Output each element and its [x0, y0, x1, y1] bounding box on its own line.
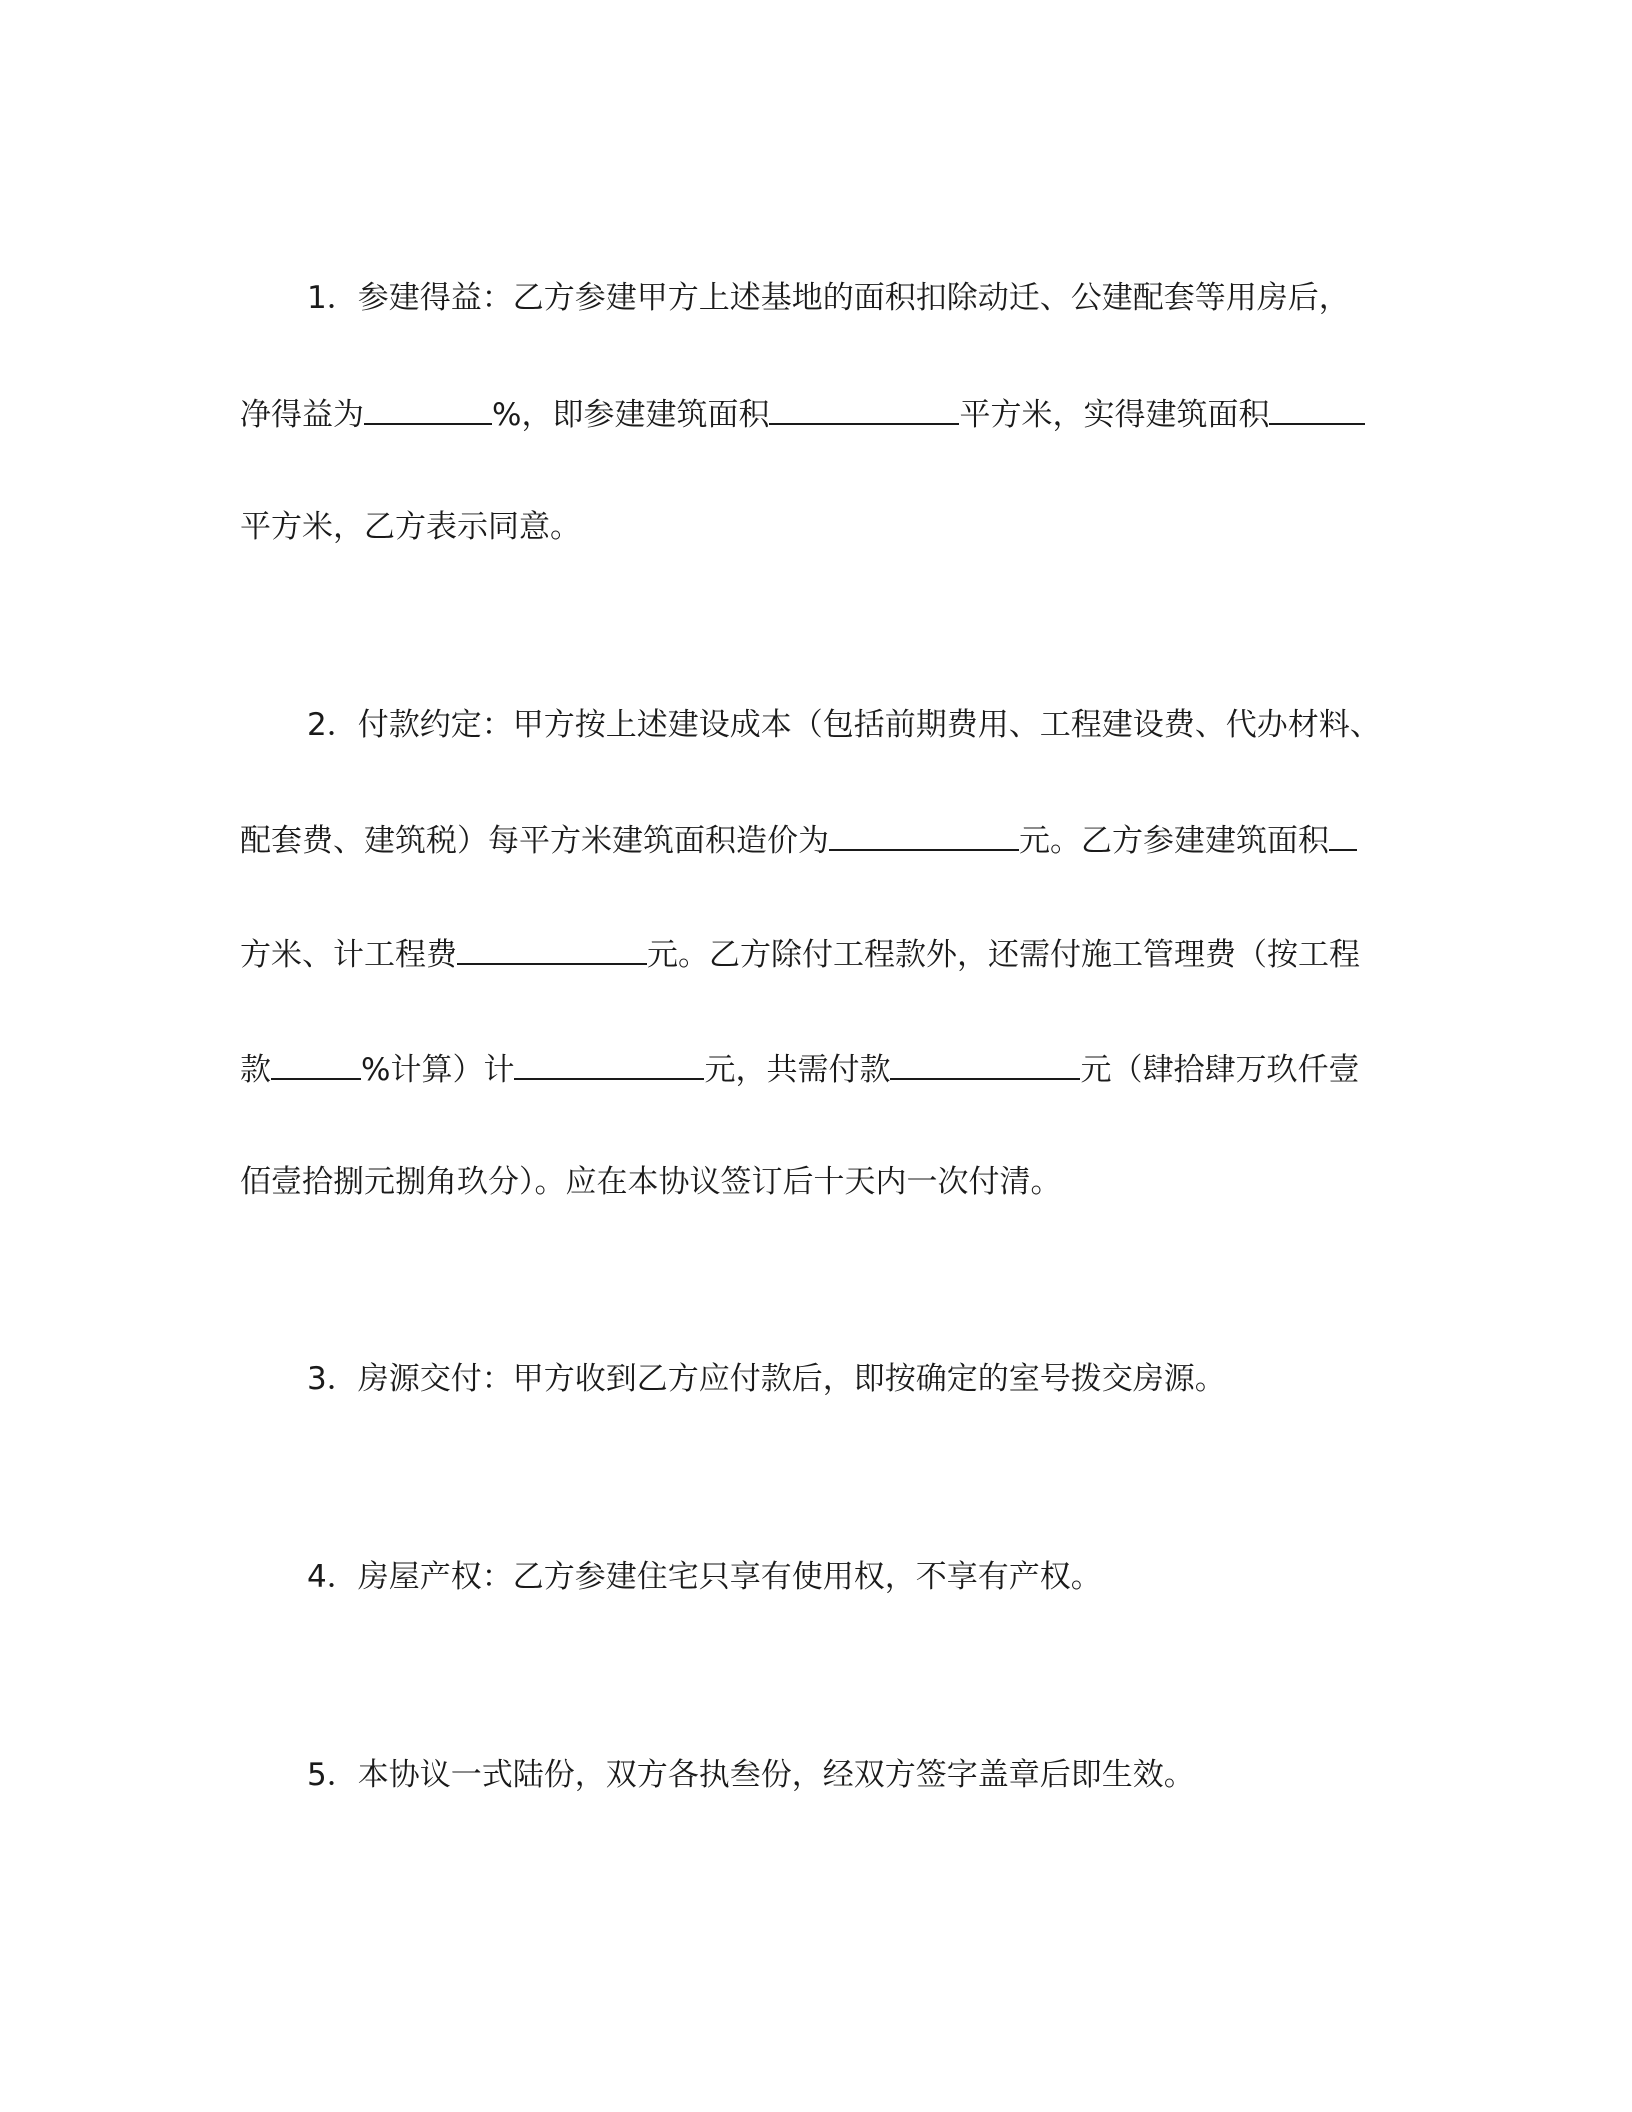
clause-5: 5．本协议一式陆份，双方各执叁份，经双方签字盖章后即生效。	[307, 1757, 1195, 1793]
actual-area-blank[interactable]	[1269, 393, 1365, 425]
clause-2-line-1: 2．付款约定：甲方按上述建设成本（包括前期费用、工程建设费、代办材料、	[307, 707, 1381, 743]
clause-1-text: 平方米，实得建筑面积	[959, 397, 1270, 433]
clause-2-text: 元。乙方参建建筑面积	[1019, 823, 1329, 859]
clause-2-line-3	[240, 933, 1360, 975]
clause-1-line-1: 1．参建得益：乙方参建甲方上述基地的面积扣除动迁、公建配套等用房后，	[307, 280, 1350, 316]
clause-1-line-3: 平方米，乙方表示同意。	[240, 509, 581, 545]
clause-2-text: 款	[240, 1052, 271, 1088]
clause-2-line-4	[240, 1048, 1359, 1090]
participating-area-blank[interactable]	[769, 393, 959, 425]
clause-2-text: %计算）计	[361, 1052, 515, 1088]
clause-2-text: 方米、计工程费	[240, 937, 457, 973]
clause-2-text: 元。乙方除付工程款外，还需付施工管理费（按工程	[647, 937, 1360, 973]
clause-2-line-2	[240, 819, 1357, 861]
clause-1-text: 净得益为	[240, 397, 364, 433]
total-payment-blank[interactable]	[890, 1048, 1080, 1080]
management-fee-percent-blank[interactable]	[271, 1048, 361, 1080]
participating-area-blank-2[interactable]	[1329, 819, 1357, 851]
clause-4: 4．房屋产权：乙方参建住宅只享有使用权，不享有产权。	[307, 1559, 1102, 1595]
clause-3: 3．房源交付：甲方收到乙方应付款后，即按确定的室号拨交房源。	[307, 1361, 1226, 1397]
clause-1-text: %，即参建建筑面积	[492, 397, 770, 433]
clause-1-line-2	[240, 393, 1365, 435]
unit-price-blank[interactable]	[829, 819, 1019, 851]
management-fee-amount-blank[interactable]	[514, 1048, 704, 1080]
clause-2-text: 配套费、建筑税）每平方米建筑面积造价为	[240, 823, 829, 859]
net-gain-percent-blank[interactable]	[364, 393, 492, 425]
engineering-fee-blank[interactable]	[457, 933, 647, 965]
clause-2-line-5: 佰壹拾捌元捌角玖分）。应在本协议签订后十天内一次付清。	[240, 1164, 1062, 1200]
clause-2-text: 元，共需付款	[704, 1052, 891, 1088]
clause-2-text: 元（肆拾肆万玖仟壹	[1080, 1052, 1360, 1088]
